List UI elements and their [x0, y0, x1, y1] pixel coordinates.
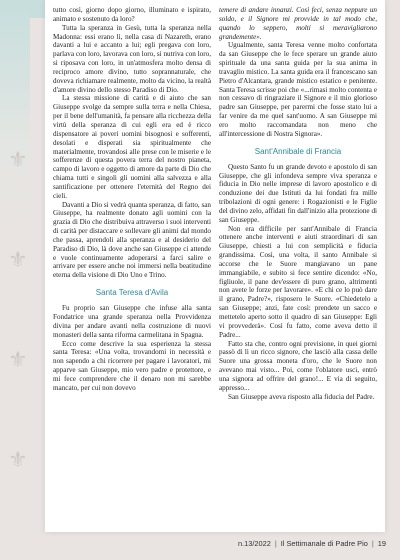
fleur-de-lis-icon: ⚜: [8, 248, 28, 273]
paragraph: Non era difficile per sant'Annibale di Francia ottenere anche interventi e aiuti straordinari di san Giuseppe, chiesti a lui con semplicità e fiducia grandissima. Così, una volta, il santo Annibale si accorse che le Suore mangiavano un pane immangiabile, e subito si fece sentire dicendo: «No, figliuole, il pane dev'essere di puro grano, altrimenti non avete le forze per lavorare». «E chi ce lo può dare il grano, Padre?», risposero le Suore. «Chiedetelo a san Giuseppe; anzi, fate così: prendete un sacco e mettetelo aperto sotto il quadro di san Giuseppe: Egli vi provvederà». Così fu fatto, come aveva detto il Padre...: [219, 224, 377, 339]
footer-separator: |: [274, 539, 277, 548]
issue-number: n.13/2022: [237, 539, 271, 548]
paragraph: Davanti a Dio si vedrà quanta speranza, di fatto, san Giuseppe, ha realmente donato agli uomini con la grazia di Dio che distribuiva attraverso i suoi interventi di carità per distaccare e sollevare gli animi dal mondo che passa, aprendoli alla speranza e al desiderio del Paradiso di Dio, là dove anche san Giuseppe ci attende e vuole continuamente adoperarsi a farci salire e arrivare per essere anche noi immersi nella beatitudine eterna della visione di Dio Uno e Trino.: [53, 200, 211, 280]
paragraph: Fatto sta che, contro ogni previsione, in quei giorni passò di lì un ricco signore, che lasciò alla cassa delle Suore una grossa moneta d'oro, che le Suore non avevano mai visto... Poi, come l'oblatore usci, entrò una signora ad offrire del grano!... E via di seguito, appresso...: [219, 339, 377, 392]
fleur-de-lis-icon: ⚜: [8, 348, 28, 373]
right-column: [219, 6, 377, 401]
paragraph: Tutta la speranza in Gesù, tutta la speranza nella Madonna: essi erano lì, nella casa di Nazareth, erano davanti a lui e accanto a lui; egli pregava con loro, parlava con loro, lavorava con loro, si nutriva con loro, si riposava con loro, in un'atmosfera molto densa di reciproco amore divino, tutto soprannaturale, che doveva richiamare realmente, molto da vicino, la realtà d'amore divino dello stesso Paradiso di Dio.: [53, 23, 211, 94]
footer-separator: |: [371, 539, 374, 548]
paragraph: Ecco come descrive la sua esperienza la stessa santa Teresa: «Una volta, trovandomi in necessità e non sapendo a chi ricorrere per pagare i lavoratori, mi apparve san Giuseppe, mio vero padre e protettore, e mi fece comprendere che il denaro non mi sarebbe mancato, per cui non dovevo: [53, 339, 211, 392]
page-number: 19: [377, 539, 386, 548]
section-heading: Sant'Annibale di Francia: [254, 146, 342, 156]
paragraph: Ugualmente, santa Teresa venne molto confortata da san Giuseppe che le fece sperare un grande aiuto spirituale da una santa guida per la sua anima in travaglio mistico. La santa guida era il francescano san Pietro d'Alcantara, grande mistico estatico e penitente. Santa Teresa scrisse poi che «...rimasi molto contenta e non cessavo di ringraziare il Signore e il mio glorioso padre san Giuseppe, per parermi che fosse stato lui a far venire da me quel sant'uomo. A san Giuseppe mi ero molto raccomandata non meno che all'intercessione di Nostra Signora».: [219, 41, 377, 138]
section-heading: Santa Teresa d'Avila: [95, 288, 169, 298]
fleur-de-lis-icon: ⚜: [8, 148, 28, 173]
page-footer: [238, 539, 386, 548]
paragraph: temere di andare innanzi. Così feci, senza neppure un soldo, e il Signore mi provvide in tal modo che, quando lo seppero, molti si meravigliarono grandemente».: [219, 6, 377, 41]
magazine-page: [45, 0, 385, 532]
left-column: [53, 6, 211, 393]
magazine-title: Il Settimanale di Padre Pio: [280, 539, 368, 548]
paragraph: San Giuseppe aveva risposto alla fiducia del Padre.: [228, 392, 375, 401]
paragraph: Questo Santo fu un grande devoto e apostolo di san Giuseppe, che gli infondeva sempre viva speranza e fiducia in Dio nelle imprese di lavoro apostolico e di conduzione dei due Istituti da lui fondati fra mille tribolazioni di ogni genere: i Rogazionisti e le Figlie del divino zelo, affidati fin dall'inizio alla protezione di san Giuseppe.: [219, 162, 377, 224]
paragraph: Fu proprio san Giuseppe che infuse alla santa Fondatrice una grande speranza nella Provvidenza divina per andare avanti nella costruzione di nuovi monasteri della santa riforma carmelitana in Spagna.: [53, 304, 211, 339]
decorative-left-margin: [0, 0, 30, 560]
paragraph: tutto così, giorno dopo giorno, illuminato e ispirato, animato e sostenuto da loro?: [53, 6, 211, 23]
fleur-de-lis-icon: ⚜: [8, 448, 28, 473]
paragraph: La stessa missione di carità e di aiuto che san Giuseppe svolge da sempre sulla terra e nella Chiesa, per il bene dell'umanità, fa pensare alla ricchezza della virtù della speranza di cui egli era ed è ricco dispensatore ai poveri uomini bisognosi e sofferenti, desolati e disperati sia spiritualmente che materialmente, trovandosi alle prese con le miserie e le sofferenze di questa povera terra del nostro pianeta, campo di lavoro e oggetto di amore da parte di Dio che chiama tutti e singoli gli uomini alla salvezza e alla santificazione per ottenere l'eternità del Regno dei cieli.: [53, 94, 211, 200]
